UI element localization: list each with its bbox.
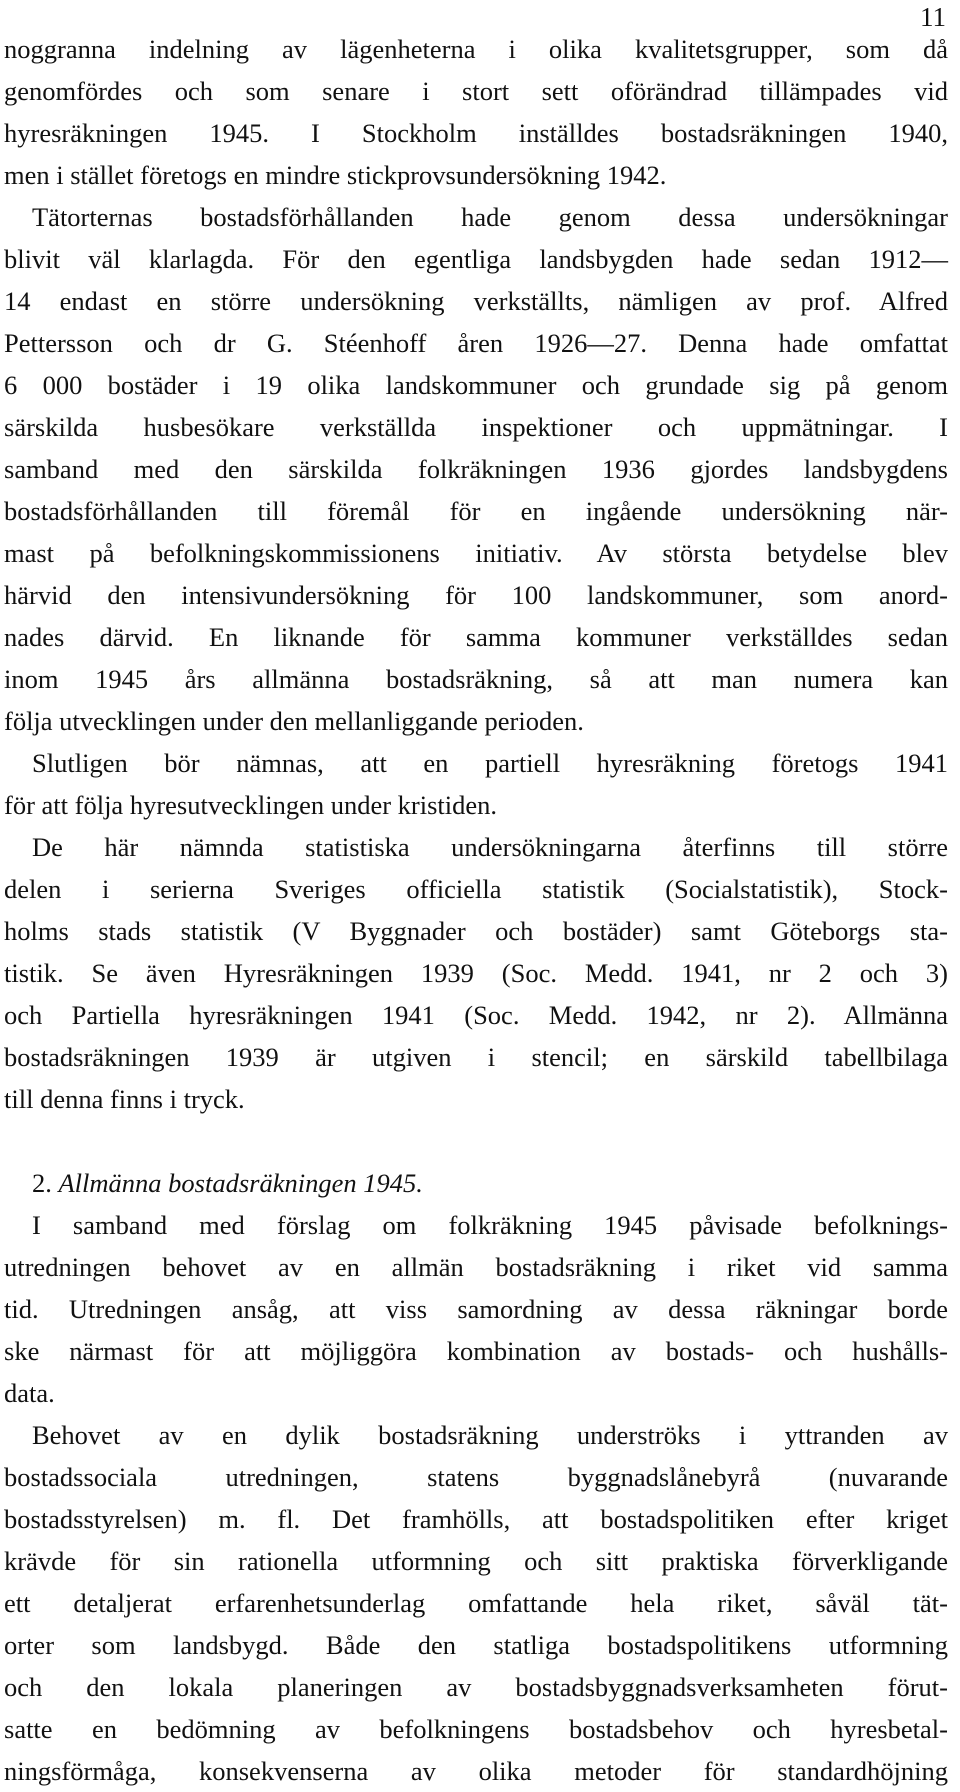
text-line: Tätorternas bostadsförhållanden hade genom dessa undersökningar	[32, 202, 948, 232]
paragraph	[4, 742, 948, 826]
page-number: 11	[920, 2, 946, 32]
text-line: De här nämnda statistiska undersökningarna återfinns till större	[32, 832, 948, 862]
text-line: ett detaljerat erfarenhetsunderlag omfattande hela riket, såväl tät-	[4, 1588, 948, 1618]
text-line: Behovet av en dylik bostadsräkning underströks i yttranden av	[32, 1420, 948, 1450]
paragraph	[4, 826, 948, 1120]
text-line: blivit väl klarlagda. För den egentliga landsbygden hade sedan 1912—	[4, 244, 948, 274]
text-line: tistik. Se även Hyresräkningen 1939 (Soc. Medd. 1941, nr 2 och 3)	[4, 958, 948, 988]
text-line: I samband med förslag om folkräkning 1945 påvisade befolknings-	[32, 1210, 948, 1240]
text-line: och Partiella hyresräkningen 1941 (Soc. Medd. 1942, nr 2). Allmänna	[4, 1000, 948, 1030]
text-line: härvid den intensivundersökning för 100 landskommuner, som anord-	[4, 580, 948, 610]
text-line: särskilda husbesökare verkställda inspektioner och uppmätningar. I	[4, 412, 948, 442]
text-line: 14 endast en större undersökning verkställts, nämligen av prof. Alfred	[4, 286, 948, 316]
section-title: Allmänna bostadsräkningen 1945.	[58, 1168, 423, 1198]
text-line: inom 1945 års allmänna bostadsräkning, så att man numera kan	[4, 664, 948, 694]
text-line: tid. Utredningen ansåg, att viss samordning av dessa räkningar borde	[4, 1294, 948, 1324]
section-heading	[4, 1162, 948, 1204]
text-line: Slutligen bör nämnas, att en partiell hyresräkning företogs 1941	[32, 748, 948, 778]
text-line: mast på befolkningskommissionens initiativ. Av största betydelse blev	[4, 538, 948, 568]
text-line: noggranna indelning av lägenheterna i olika kvalitetsgrupper, som då	[4, 34, 948, 64]
text-line: ningsförmåga, konsekvenserna av olika metoder för standardhöjning	[4, 1756, 948, 1786]
text-line: bostadsräkningen 1939 är utgiven i stencil; en särskild tabellbilaga	[4, 1042, 948, 1072]
paragraph	[4, 28, 948, 196]
spacer	[4, 1120, 948, 1162]
text-line: för att följa hyresutvecklingen under kristiden.	[4, 790, 498, 820]
text-line: samband med den särskilda folkräkningen 1936 gjordes landsbygdens	[4, 454, 948, 484]
text-line: och den lokala planeringen av bostadsbyggnadsverksamheten förut-	[4, 1672, 948, 1702]
text-line: bostadsförhållanden till föremål för en ingående undersökning när-	[4, 496, 948, 526]
text-line: till denna finns i tryck.	[4, 1084, 245, 1114]
text-line: bostadsstyrelsen) m. fl. Det framhölls, att bostadspolitiken efter kriget	[4, 1504, 948, 1534]
text-line: delen i serierna Sveriges officiella statistik (Socialstatistik), Stock-	[4, 874, 948, 904]
text-line: Pettersson och dr G. Stéenhoff åren 1926—27. Denna hade omfattat	[4, 328, 948, 358]
text-line: krävde för sin rationella utformning och sitt praktiska förverkligande	[4, 1546, 948, 1576]
section-number: 2.	[32, 1168, 52, 1198]
text-line: orter som landsbygd. Både den statliga bostadspolitikens utformning	[4, 1630, 948, 1660]
body-text	[4, 28, 948, 1792]
text-line: 6 000 bostäder i 19 olika landskommuner och grundade sig på genom	[4, 370, 948, 400]
text-line: följa utvecklingen under den mellanliggande perioden.	[4, 706, 584, 736]
text-line: hyresräkningen 1945. I Stockholm inställdes bostadsräkningen 1940,	[4, 118, 948, 148]
paragraph	[4, 1414, 948, 1792]
text-line: men i stället företogs en mindre stickprovsundersökning 1942.	[4, 160, 667, 190]
text-line: bostadssociala utredningen, statens byggnadslånebyrå (nuvarande	[4, 1462, 948, 1492]
paragraph	[4, 1204, 948, 1414]
text-line: genomfördes och som senare i stort sett oförändrad tillämpades vid	[4, 76, 948, 106]
text-line: utredningen behovet av en allmän bostadsräkning i riket vid samma	[4, 1252, 948, 1282]
text-line: data.	[4, 1378, 55, 1408]
text-line: nades därvid. En liknande för samma kommuner verkställdes sedan	[4, 622, 948, 652]
text-line: ske närmast för att möjliggöra kombination av bostads- och hushålls-	[4, 1336, 948, 1366]
text-line: holms stads statistik (V Byggnader och bostäder) samt Göteborgs sta-	[4, 916, 948, 946]
text-line: satte en bedömning av befolkningens bostadsbehov och hyresbetal-	[4, 1714, 948, 1744]
paragraph	[4, 196, 948, 742]
